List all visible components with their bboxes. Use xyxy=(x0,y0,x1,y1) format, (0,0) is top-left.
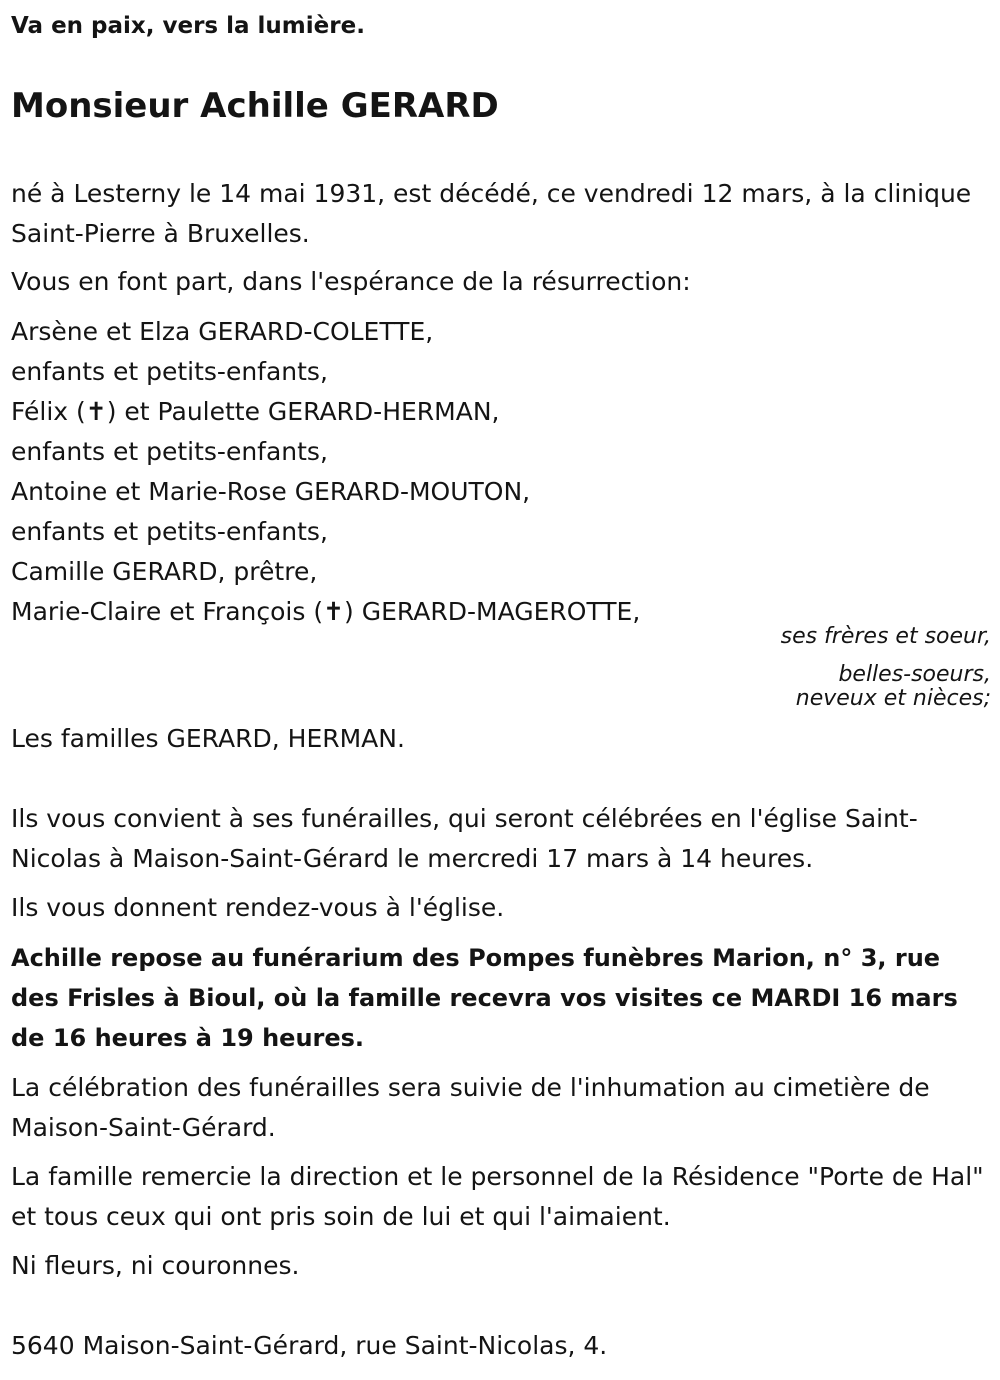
family-line: Arsène et Elza GERARD-COLETTE, xyxy=(11,317,434,346)
family-line: Marie-Claire et François (✝) GERARD-MAGEROTTE, xyxy=(11,597,641,626)
family-line: enfants et petits-enfants, xyxy=(11,437,328,466)
family-line: Antoine et Marie-Rose GERARD-MOUTON, xyxy=(11,477,531,506)
funerarium-paragraph: Achille repose au funérarium des Pompes funèbres Marion, n° 3, rue des Frisles à Bioul, où la famille recevra vos visites ce MARDI 16 mars de 16 heures à 19 heures. xyxy=(11,944,958,1052)
announcement-intro: Vous en font part, dans l'espérance de la résurrection: xyxy=(11,267,691,296)
thanks-paragraph: La famille remercie la direction et le personnel de la Résidence "Porte de Hal" et tous ceux qui ont pris soin de lui et qui l'aimaient. xyxy=(11,1162,984,1231)
relation-nephews: neveux et nièces; xyxy=(795,686,991,711)
families-line: Les familles GERARD, HERMAN. xyxy=(11,724,405,753)
burial-paragraph: La célébration des funérailles sera suivie de l'inhumation au cimetière de Maison-Saint-Gérard. xyxy=(11,1073,930,1142)
family-line: enfants et petits-enfants, xyxy=(11,517,328,546)
funeral-paragraph: Ils vous convient à ses funérailles, qui seront célébrées en l'église Saint-Nicolas à Maison-Saint-Gérard le mercredi 17 mars à 14 heures. xyxy=(11,804,918,873)
family-line: enfants et petits-enfants, xyxy=(11,357,328,386)
relation-siblings: ses frères et soeur, xyxy=(780,624,991,649)
deceased-name: Monsieur Achille GERARD xyxy=(11,86,499,126)
meeting-paragraph: Ils vous donnent rendez-vous à l'église. xyxy=(11,893,505,922)
no-flowers-line: Ni fleurs, ni couronnes. xyxy=(11,1251,300,1280)
relation-in-laws: belles-soeurs, xyxy=(838,662,991,687)
family-line: Camille GERARD, prêtre, xyxy=(11,557,318,586)
birth-death-paragraph: né à Lesterny le 14 mai 1931, est décédé, ce vendredi 12 mars, à la clinique Saint-Pierre à Bruxelles. xyxy=(11,179,972,248)
family-list xyxy=(11,312,991,632)
family-line: Félix (✝) et Paulette GERARD-HERMAN, xyxy=(11,397,500,426)
motto: Va en paix, vers la lumière. xyxy=(11,13,365,39)
address-line: 5640 Maison-Saint-Gérard, rue Saint-Nicolas, 4. xyxy=(11,1331,608,1360)
